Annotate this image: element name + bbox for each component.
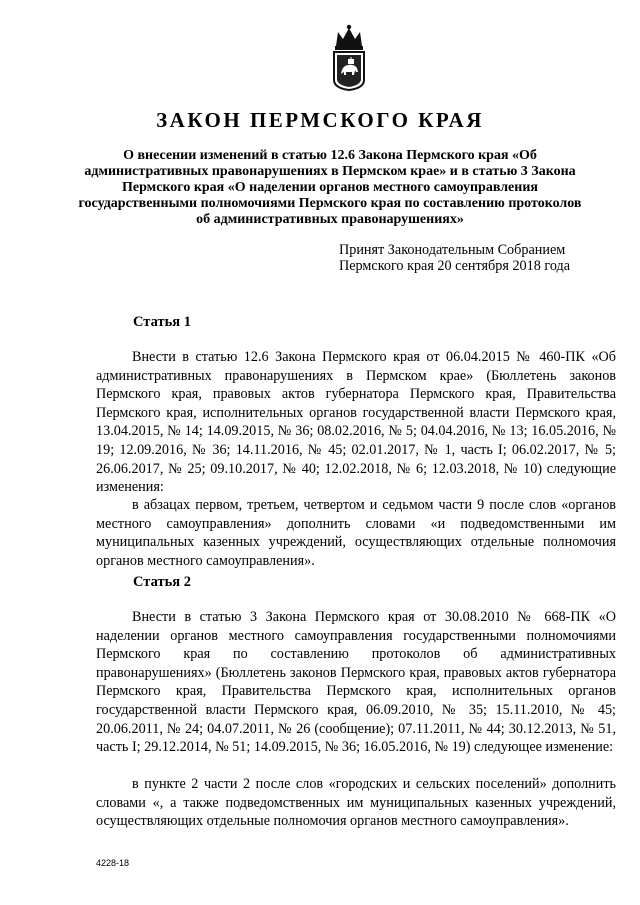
article-1-heading: Статья 1 <box>133 314 191 330</box>
document-code: 4228-18 <box>96 858 130 868</box>
law-title: ЗАКОН ПЕРМСКОГО КРАЯ <box>156 108 484 132</box>
perm-krai-coat-of-arms-icon <box>328 22 370 92</box>
article-1-paragraph-1: Внести в статью 12.6 Закона Пермского края от 06.04.2015 № 460-ПК «Об административных правонарушениях в Пермском крае» (Бюллетень законов Пермского края, правовых актов губернатора Пермского края, Правительства Пермского края, исполнительных органов государственной власти Пермского края, 13.04.2015, № 14; 14.09.2015, № 36; 08.02.2016, № 5; 04.04.2016, № 13; 16.05.2016, № 19; 12.09.2016, № 36; 14.11.2016, № 45; 02.01.2017, № 1, часть I; 06.02.2017, № 5; 26.06.2017, № 25; 09.10.2017, № 40; 12.02.2018, № 6; 12.03.2018, № 10) следующие изменения: <box>96 349 616 496</box>
article-2-heading: Статья 2 <box>133 574 191 590</box>
adoption-line-1: Принят Законодательным Собранием <box>339 242 566 258</box>
law-subject: О внесении изменений в статью 12.6 Закона Пермского края «Об административных правонарушениях в Пермском крае» и в статью 3 Закона Пермского края «О наделении органов местного самоуправления государственными полномочиями Пермского края по составлению протоколов об административных правонарушениях» <box>78 148 582 227</box>
adoption-line-2: Пермского края 20 сентября 2018 года <box>339 258 571 274</box>
adoption-note <box>339 242 570 274</box>
article-1-paragraph-2: в абзацах первом, третьем, четвертом и седьмом части 9 после слов «органов местного самоуправления» дополнить словами «и подведомственными им муниципальных казенных учреждений, осуществляющих отдельные полномочия органов местного самоуправления». <box>96 497 616 569</box>
article-2-paragraph-1: Внести в статью 3 Закона Пермского края от 30.08.2010 № 668-ПК «О наделении органов местного самоуправления государственными полномочиями Пермского края по составлению протоколов об административных правонарушениях» (Бюллетень законов Пермского края, правовых актов губернатора Пермского края, Правительства Пермского края, исполнительных органов государственной власти Пермского края, 06.09.2010, № 35; 15.11.2010, № 45; 20.06.2011, № 24; 04.07.2011, № 26 (сообщение); 07.11.2011, № 44; 30.12.2013, № 51, часть I; 29.12.2014, № 51; 14.09.2015, № 36; 16.05.2016, № 19) следующее изменение: <box>96 609 616 756</box>
article-2-paragraph-2: в пункте 2 части 2 после слов «городских и сельских поселений» дополнить словами «, а также подведомственных им муниципальных казенных учреждений, осуществляющих отдельные полномочия органов местного самоуправления». <box>96 776 616 830</box>
